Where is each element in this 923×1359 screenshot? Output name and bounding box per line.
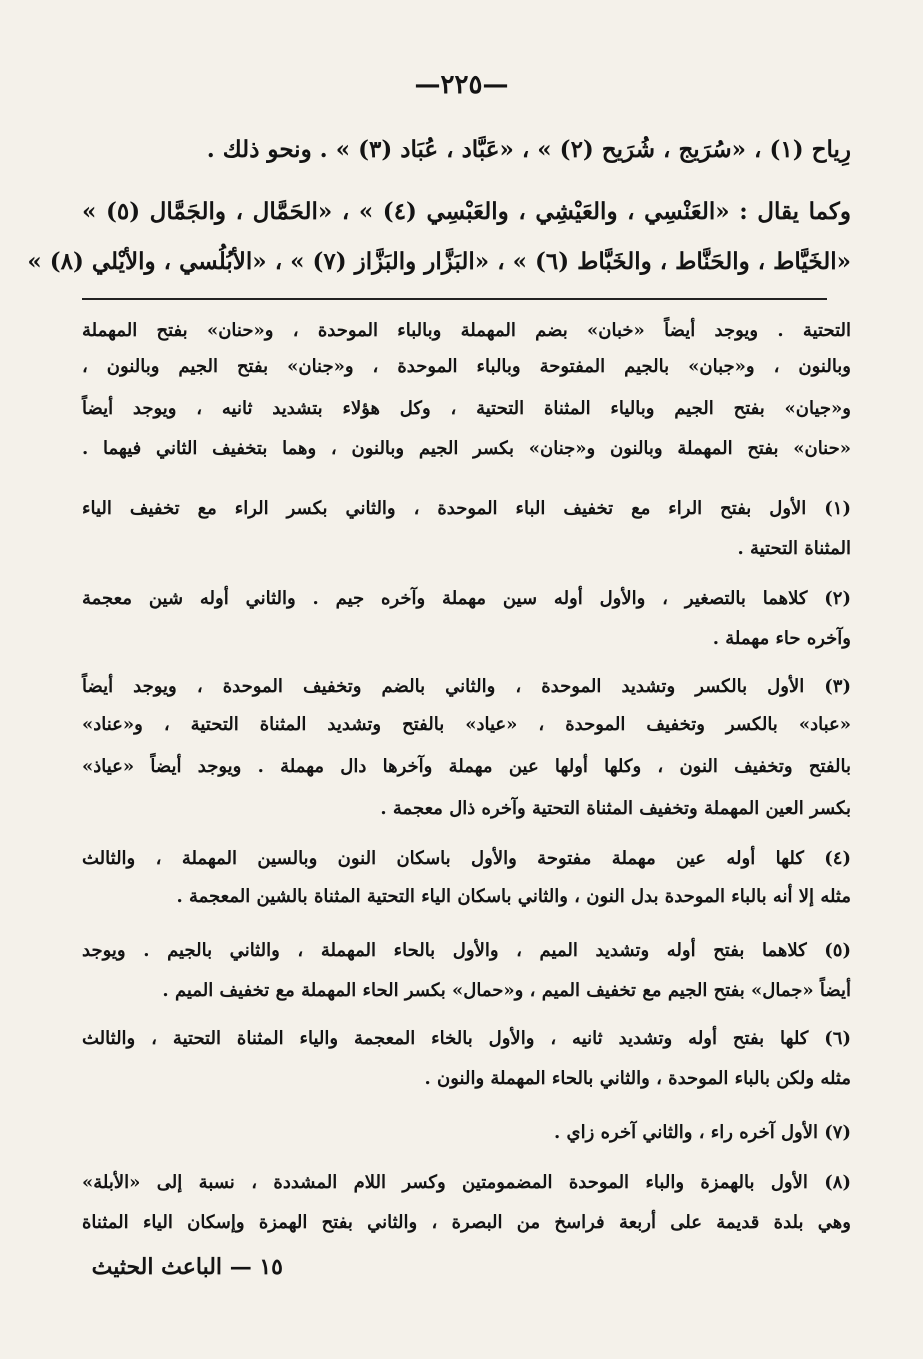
page-footer: ١٥ — الباعث الحثيث (91, 1254, 283, 1280)
footnote-continuation-line: وبالنون ، و«جبان» بالجيم المفتوحة وبالباء الموحدة ، و«جنان» بفتح الجيم وبالنون ، (82, 356, 851, 377)
footnote-8-line: وهي بلدة قديمة على أربعة فراسخ من البصرة ، والثاني بفتح الهمزة وإسكان الياء المثناة (82, 1212, 851, 1233)
footnote-3-line: (٣) الأول بالكسر وتشديد الموحدة ، والثاني بالضم وتخفيف الموحدة ، ويوجد أيضاً (82, 676, 851, 697)
footnote-3-line: بكسر العين المهملة وتخفيف المثناة التحتية وآخره ذال معجمة . (380, 798, 851, 819)
footnote-continuation-line: التحتية . ويوجد أيضاً «خبان» بضم المهملة وبالباء الموحدة ، و«حنان» بفتح المهملة (82, 320, 851, 341)
footnote-7-line: (٧) الأول آخره راء ، والثاني آخره زاي . (554, 1122, 851, 1143)
footnote-3-line: بالفتح وتخفيف النون ، وكلها أولها عين مهملة وآخرها دال مهملة . ويوجد أيضاً «عياذ» (82, 756, 851, 777)
footnote-8-line: (٨) الأول بالهمزة والباء الموحدة المضمومتين وكسر اللام المشددة ، نسبة إلى «الأبلة» (82, 1172, 851, 1193)
footnote-2-line: وآخره حاء مهملة . (712, 628, 851, 649)
footnote-5-line: أيضاً «جمال» بفتح الجيم مع تخفيف الميم ، و«حمال» بكسر الحاء المهملة مع تخفيف الميم . (162, 980, 851, 1001)
footnote-2-line: (٢) كلاهما بالتصغير ، والأول أوله سين مهملة وآخره جيم . والثاني أوله شين معجمة (82, 588, 851, 609)
footnote-continuation-line: و«جيان» بفتح الجيم وبالياء المثناة التحتية ، وكل هؤلاء بتشديد ثانيه ، ويوجد أيضاً (82, 398, 851, 419)
footnote-6-line: (٦) كلها بفتح أوله وتشديد ثانيه ، والأول بالخاء المعجمة والياء المثناة التحتية ، والثالث (82, 1028, 851, 1049)
footnote-6-line: مثله ولكن بالباء الموحدة ، والثاني بالحاء المهملة والنون . (424, 1068, 851, 1089)
page-number: —٢٢٥— (414, 70, 509, 100)
main-text-line: «الخَيَّاط ، والحَنَّاط ، والخَبَّاط (٦) » ، «البَزَّار والبَزَّاز (٧) » ، «الأبُلُسي ، والأيْلي (٨) » (27, 248, 851, 275)
footnote-4-line: (٤) كلها أوله عين مهملة مفتوحة والأول باسكان النون وبالسين المهملة ، والثالث (82, 848, 851, 869)
footnote-continuation-line: «حنان» بفتح المهملة وبالنون و«جنان» بكسر الجيم وبالنون ، وهما بتخفيف الثاني فيهما . (82, 438, 851, 459)
footnote-separator (82, 298, 827, 300)
footnote-5-line: (٥) كلاهما بفتح أوله وتشديد الميم ، والأول بالحاء المهملة ، والثاني بالجيم . ويوجد (82, 940, 851, 961)
footnote-4-line: مثله إلا أنه بالباء الموحدة بدل النون ، والثاني باسكان الياء التحتية المثناة بالشين المعجمة . (176, 886, 851, 907)
main-text-line: رِياح (١) ، «سُرَيج ، شُرَيح (٢) » ، «عَبَّاد ، عُبَاد (٣) » . ونحو ذلك . (206, 136, 851, 163)
footnote-1-line: (١) الأول بفتح الراء مع تخفيف الباء الموحدة ، والثاني بكسر الراء مع تخفيف الياء (82, 498, 851, 519)
footnote-1-line: المثناة التحتية . (737, 538, 851, 559)
footnote-3-line: «عباد» بالكسر وتخفيف الموحدة ، «عياد» بالفتح وتشديد المثناة التحتية ، و«عناد» (82, 714, 851, 735)
main-text-line: وكما يقال : «العَنْسِي ، والعَيْشِي ، والعَبْسِي (٤) » ، «الحَمَّال ، والجَمَّال (٥) » (82, 198, 851, 225)
